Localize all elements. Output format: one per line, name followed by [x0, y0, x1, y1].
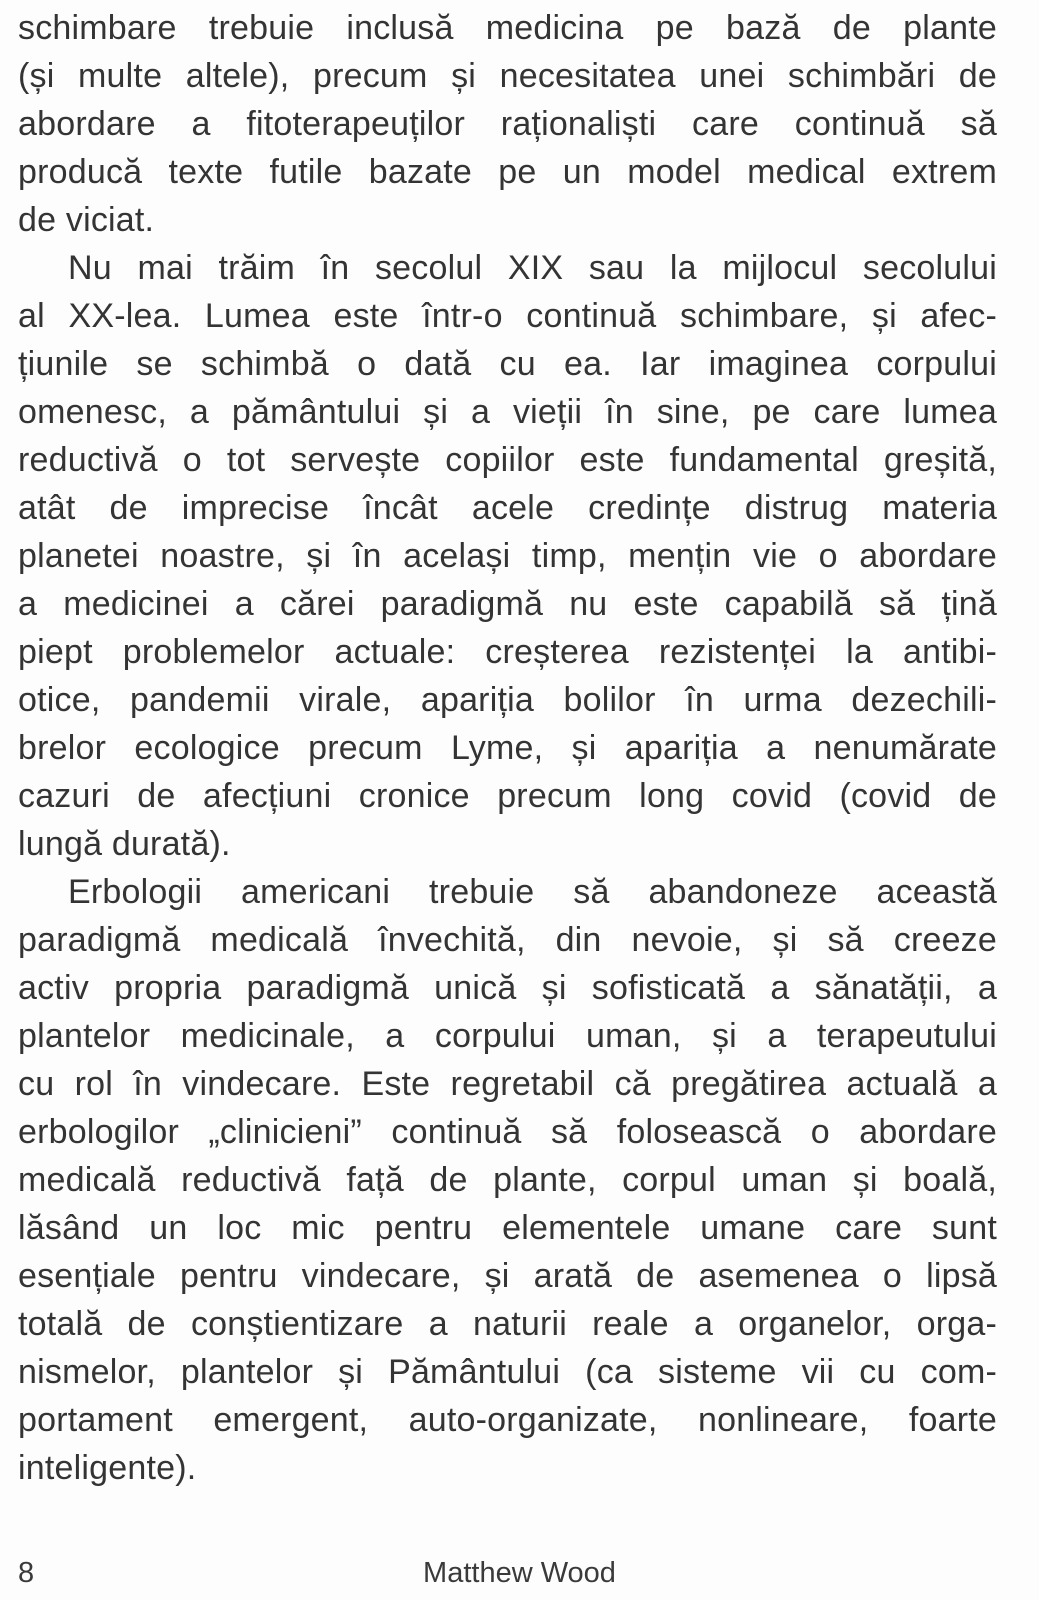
text-line: reductivă o tot servește copiilor este fundamental greșită,	[18, 441, 997, 479]
text-line: schimbare trebuie inclusă medicina pe bază de plante	[18, 9, 997, 47]
text-line: omenesc, a pământului și a vieții în sine, pe care lumea	[18, 393, 997, 431]
text-line: inteligente).	[18, 1449, 197, 1487]
text-line: esențiale pentru vindecare, și arată de asemenea o lipsă	[18, 1257, 997, 1295]
text-line: al XX-lea. Lumea este într-o continuă schimbare, și afec-	[18, 297, 997, 335]
text-line: țiunile se schimbă o dată cu ea. Iar imaginea corpului	[18, 345, 997, 383]
paragraph	[18, 868, 997, 1492]
text-line: paradigmă medicală învechită, din nevoie, și să creeze	[18, 921, 997, 959]
text-line: abordare a fitoterapeuților raționaliști care continuă să	[18, 105, 997, 143]
page-number: 8	[18, 1557, 35, 1589]
text-line: Nu mai trăim în secolul XIX sau la mijlocul secolului	[68, 249, 997, 287]
text-line: lăsând un loc mic pentru elementele umane care sunt	[18, 1209, 997, 1247]
text-line: cu rol în vindecare. Este regretabil că pregătirea actuală a	[18, 1065, 997, 1103]
text-line: a medicinei a cărei paradigmă nu este capabilă să țină	[18, 585, 997, 623]
text-line: lungă durată).	[18, 825, 231, 863]
running-title: Matthew Wood	[423, 1557, 616, 1589]
paragraph	[18, 4, 997, 244]
text-line: Erbologii americani trebuie să abandoneze această	[68, 873, 997, 911]
text-line: erbologilor „clinicieni” continuă să folosească o abordare	[18, 1113, 997, 1151]
text-line: otice, pandemii virale, apariția bolilor în urma dezechili-	[18, 681, 997, 719]
text-line: (și multe altele), precum și necesitatea unei schimbări de	[18, 57, 997, 95]
text-line: plantelor medicinale, a corpului uman, și a terapeutului	[18, 1017, 997, 1055]
text-line: de viciat.	[18, 201, 155, 239]
text-line: piept problemelor actuale: creșterea rezistenței la antibi-	[18, 633, 997, 671]
text-line: atât de imprecise încât acele credințe distrug materia	[18, 489, 997, 527]
text-line: cazuri de afecțiuni cronice precum long covid (covid de	[18, 777, 997, 815]
paragraph	[18, 244, 997, 868]
text-line: portament emergent, auto-organizate, nonlineare, foarte	[18, 1401, 997, 1439]
text-line: nismelor, plantelor și Pământului (ca sisteme vii cu com-	[18, 1353, 997, 1391]
text-line: totală de conștientizare a naturii reale a organelor, orga-	[18, 1305, 997, 1343]
page-footer	[0, 1553, 1039, 1597]
text-line: producă texte futile bazate pe un model medical extrem	[18, 153, 997, 191]
text-line: medicală reductivă față de plante, corpul uman și boală,	[18, 1161, 997, 1199]
text-line: brelor ecologice precum Lyme, și apariția a nenumărate	[18, 729, 997, 767]
text-line: activ propria paradigmă unică și sofisticată a sănatății, a	[18, 969, 997, 1007]
text-line: planetei noastre, și în același timp, mențin vie o abordare	[18, 537, 997, 575]
